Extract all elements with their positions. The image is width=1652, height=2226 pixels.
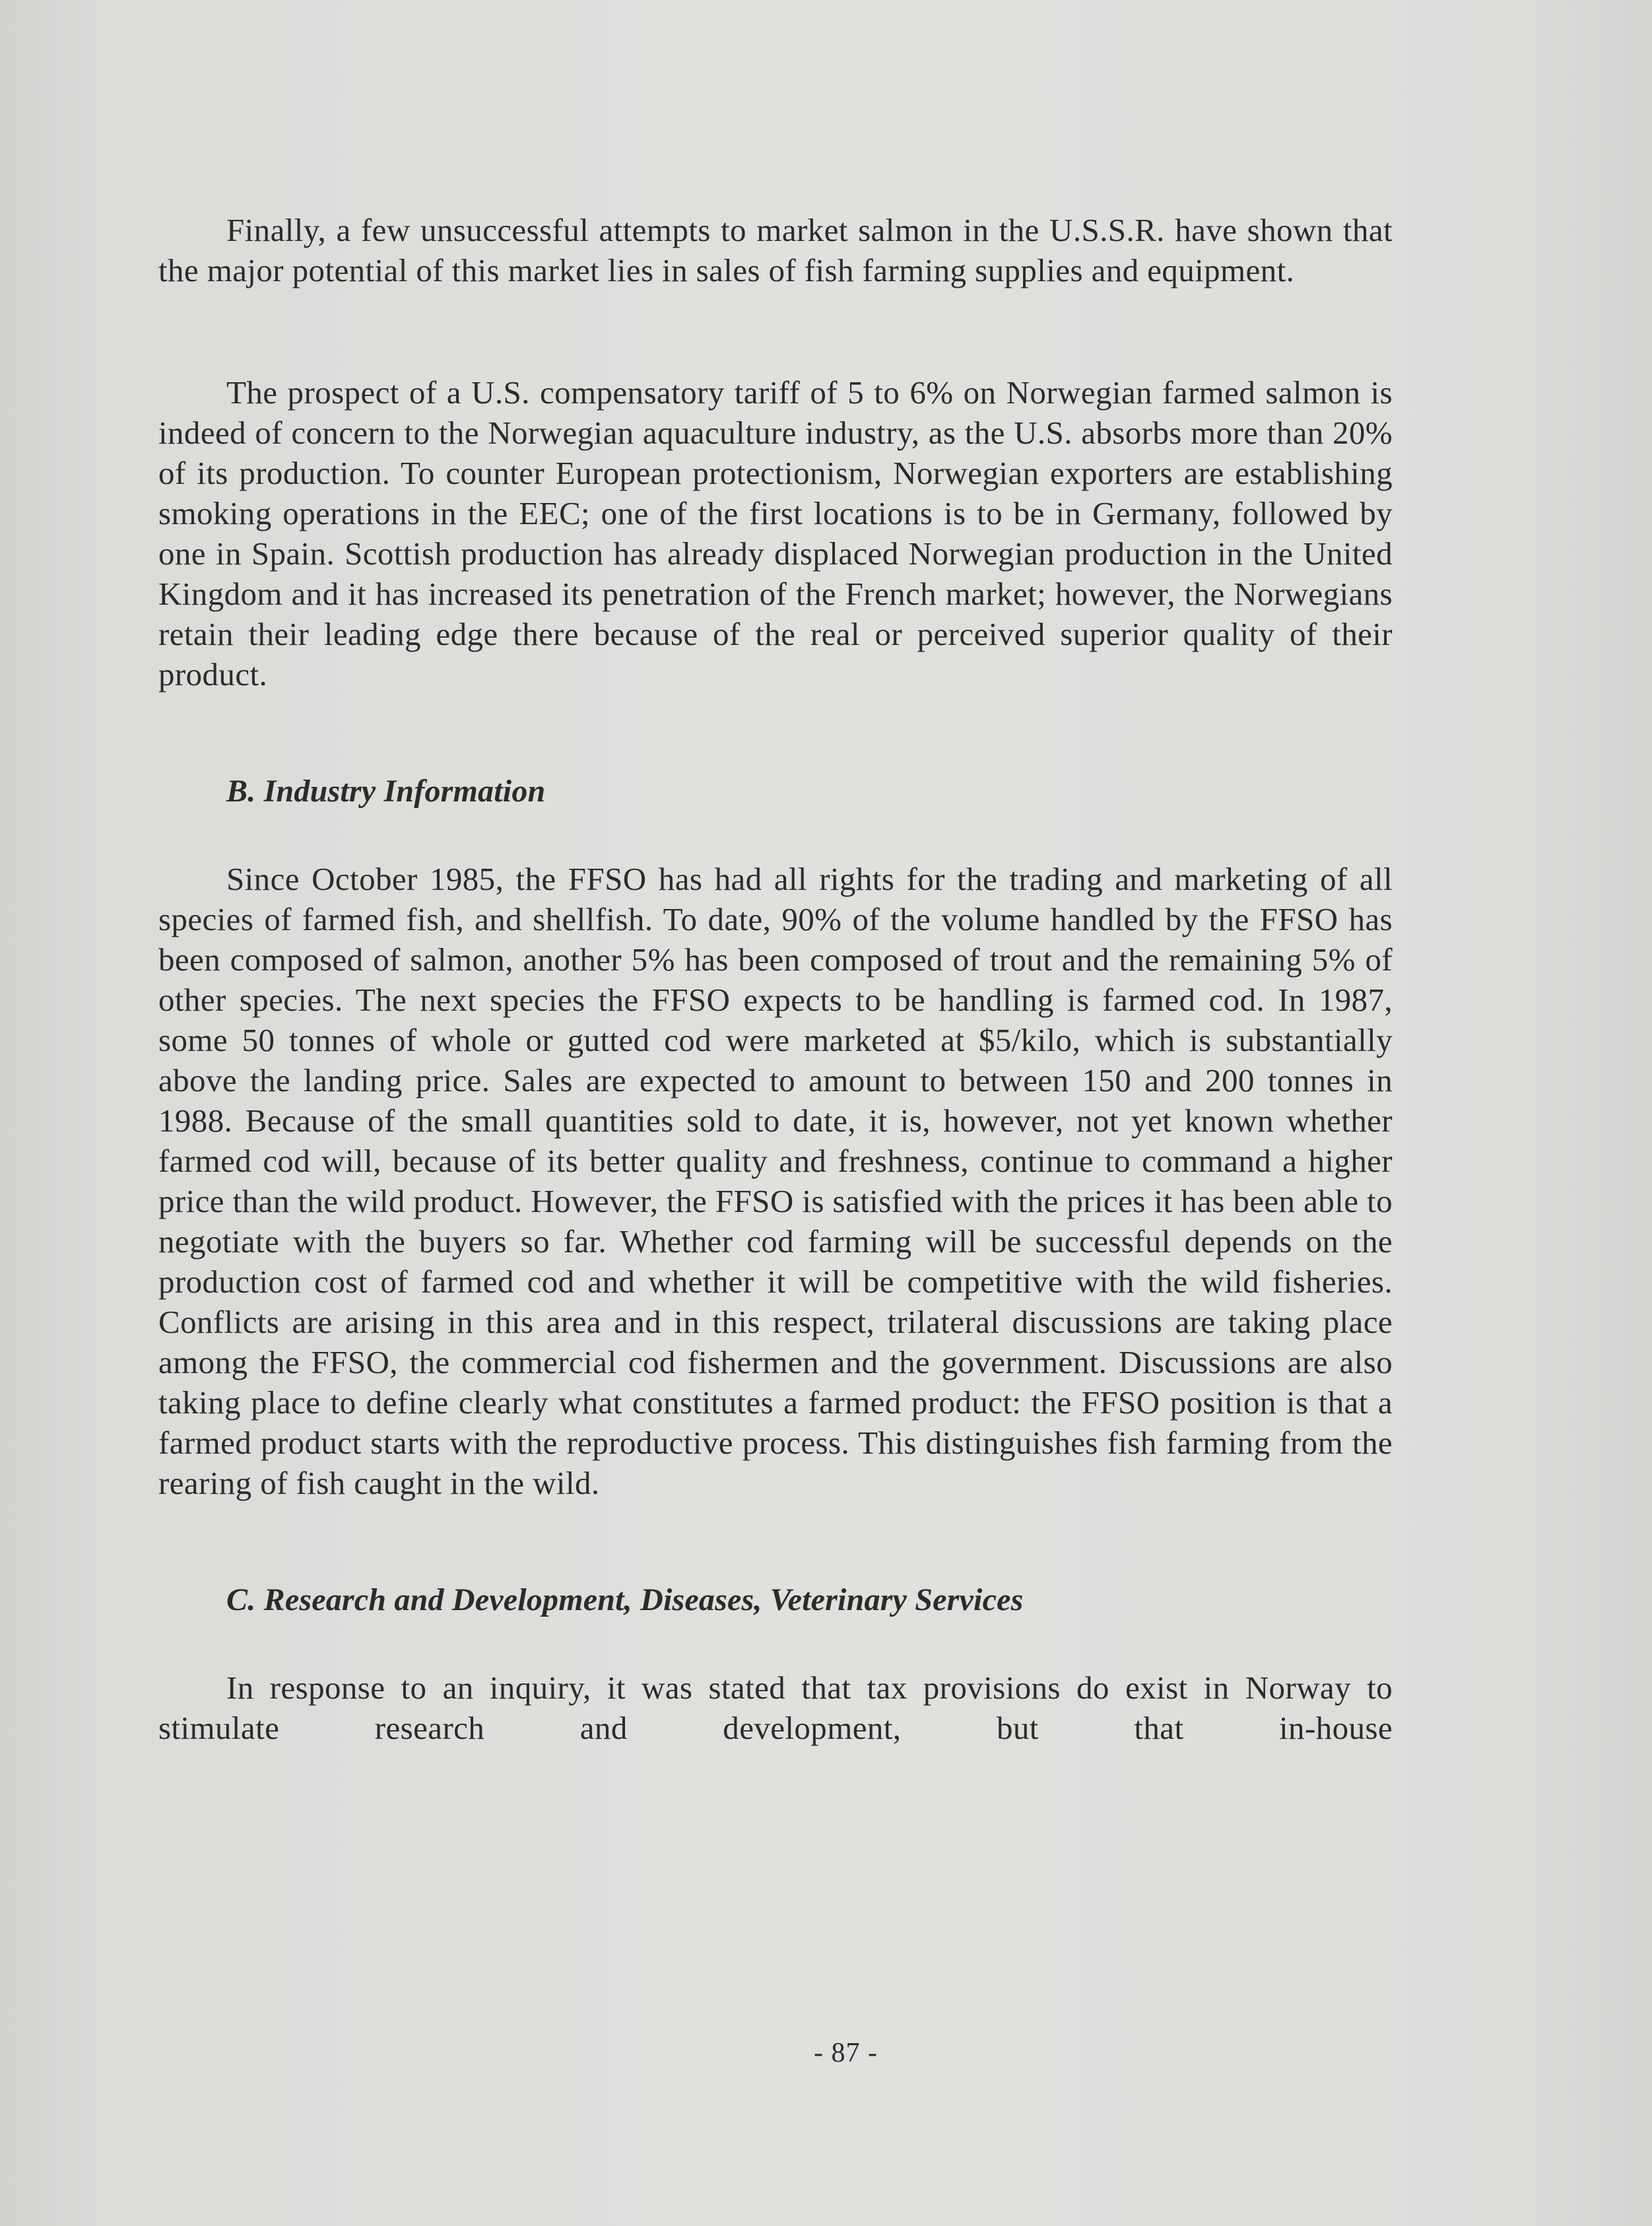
paragraph-ffso-trading: Since October 1985, the FFSO has had all rights for the trading and marketing of all species of farmed fish, and shellfish. To date, 90% of the volume handled by the FFSO has been composed of salmon, another 5% has been composed of trout and the remaining 5% of other species. The next species the FFSO expects to be handling is farmed cod. In 1987, some 50 tonnes of whole or gutted cod were marketed at $5/kilo, which is substantially above the landing price. Sales are expected to amount to between 150 and 200 tonnes in 1988. Because of the small quantities sold to date, it is, however, not yet known whether farmed cod will, because of its better quality and freshness, continue to command a higher price than the wild product. However, the FFSO is satisfied with the prices it has been able to negotiate with the buyers so far. Whether cod farming will be successful depends on the production cost of farmed cod and whether it will be competitive with the wild fisheries. Conflicts are arising in this area and in this respect, trilateral discussions are taking place among the FFSO, the commercial cod fishermen and the government. Discussions are also taking place to define clearly what constitutes a farmed product: the FFSO position is that a farmed product starts with the reproductive process. This distinguishes fish farming from the rearing of fish caught in the wild. <box>158 861 1393 1501</box>
page-body <box>158 210 1393 1748</box>
paragraph-tax-provisions: In response to an inquiry, it was stated that tax provisions do exist in Norway to stimulate research and development, but that in-house <box>158 1670 1393 1746</box>
paragraph-us-tariff: The prospect of a U.S. compensatory tariff of 5 to 6% on Norwegian farmed salmon is indeed of concern to the Norwegian aquaculture industry, as the U.S. absorbs more than 20% of its production. To counter European protectionism, Norwegian exporters are establishing smoking operations in the EEC; one of the first locations is to be in Germany, followed by one in Spain. Scottish production has already displaced Norwegian production in the United Kingdom and it has increased its penetration of the French market; however, the Norwegians retain their leading edge there because of the real or perceived superior quality of their product. <box>158 374 1393 692</box>
paragraph-ussr-market: Finally, a few unsuccessful attempts to market salmon in the U.S.S.R. have shown that the major potential of this market lies in sales of fish farming supplies and equipment. <box>158 212 1393 288</box>
page-number: - 87 - <box>814 2038 878 2068</box>
section-heading-research-development: C. Research and Development, Diseases, Veterinary Services <box>226 1582 1024 1617</box>
section-heading-industry-information: B. Industry Information <box>226 774 546 809</box>
